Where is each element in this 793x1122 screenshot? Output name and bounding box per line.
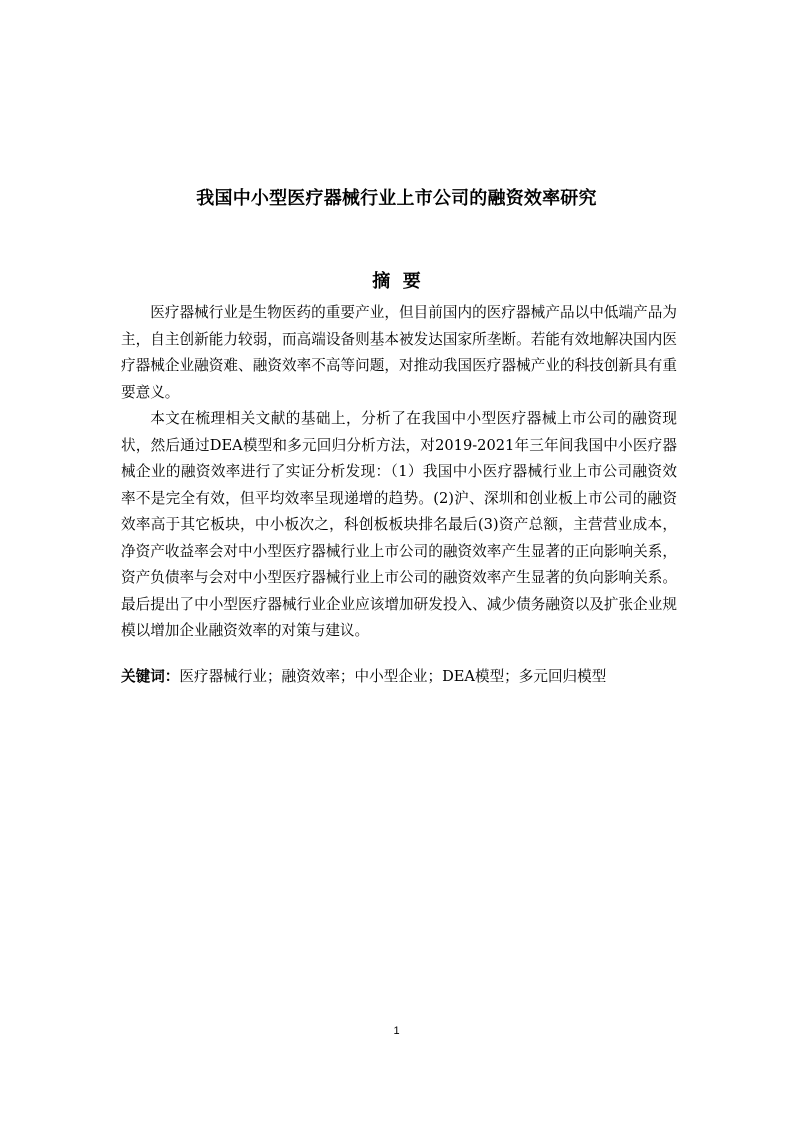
abstract-paragraph-2: 本文在梳理相关文献的基础上，分析了在我国中小型医疗器械上市公司的融资现状，然后通过DEA模型和多元回归分析方法，对2019-2021年三年间我国中小医疗器械企业的融资效率进行了实证分析发现：（1）我国中小医疗器械行业上市公司融资效率不是完全有效，但平均效率呈现递增的趋势。(2)沪、深圳和创业板上市公司的融资效率高于其它板块，中小板次之，科创板板块排名最后(3)资产总额，主营营业成本，净资产收益率会对中小型医疗器械行业上市公司的融资效率产生显著的正向影响关系，资产负债率与会对中小型医疗器械行业上市公司的融资效率产生显著的负向影响关系。最后提出了中小型医疗器械行业企业应该增加研发投入、减少债务融资以及扩张企业规模以增加企业融资效率的对策与建议。 [121,410,677,639]
keywords-label: 关键词： [121,668,180,685]
paper-title: 我国中小型医疗器械行业上市公司的融资效率研究 [196,188,597,209]
keywords-list: 医疗器械行业；融资效率；中小型企业；DEA模型；多元回归模型 [179,668,607,685]
abstract-heading: 摘 要 [372,271,421,292]
keywords-line [121,664,681,690]
page-number: 1 [393,1025,400,1037]
abstract-paragraph-1: 医疗器械行业是生物医药的重要产业，但目前国内的医疗器械产品以中低端产品为主，自主创新能力较弱，而高端设备则基本被发达国家所垄断。若能有效地解决国内医疗器械企业融资难、融资效率不高等问题，对推动我国医疗器械产业的科技创新具有重要意义。 [121,304,677,401]
